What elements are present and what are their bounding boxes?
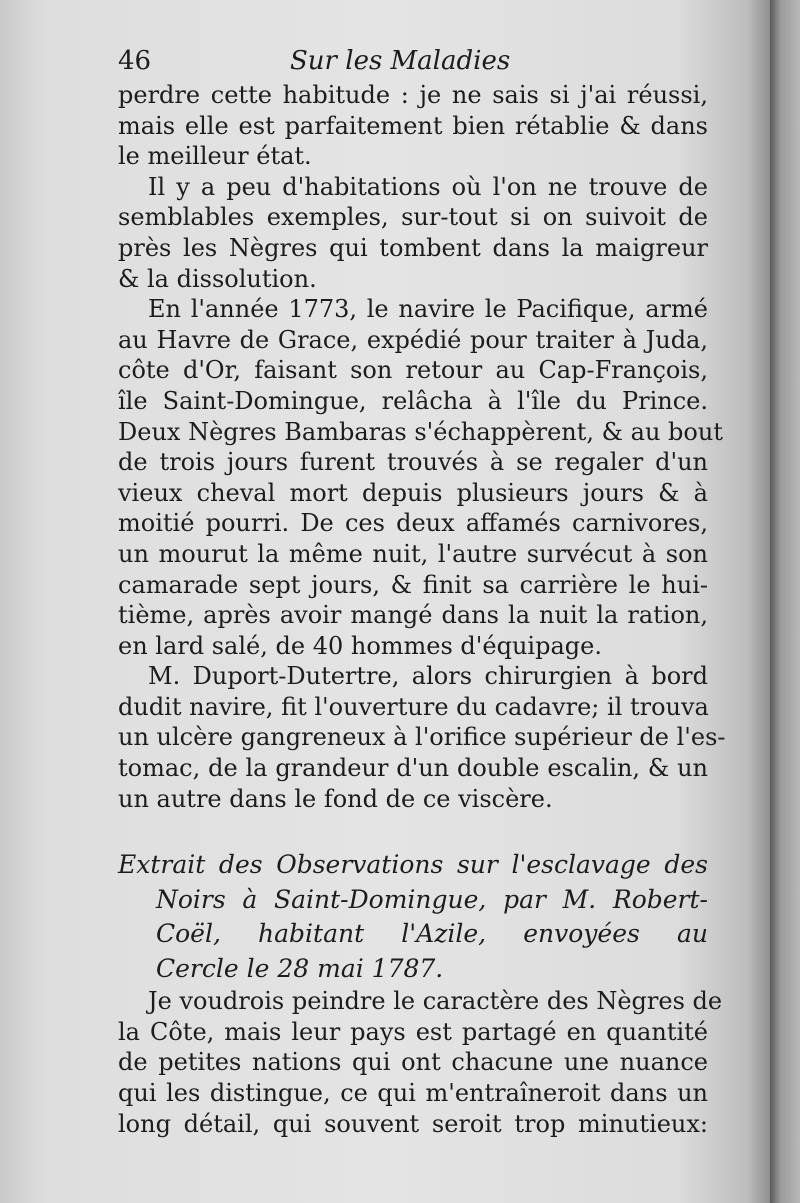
text-line: en lard salé, de 40 hommes d'équipage. bbox=[118, 631, 602, 660]
text-line: long détail, qui souvent seroit trop minutieux: bbox=[118, 1109, 708, 1138]
heading-line: Extrait des Observations sur l'esclavage des bbox=[118, 850, 708, 880]
text-line: près les Nègres qui tombent dans la maigreur bbox=[118, 233, 708, 262]
text-line: un mourut la même nuit, l'autre survécut à son bbox=[118, 539, 708, 568]
text-line: dudit navire, fit l'ouverture du cadavre; il trouva bbox=[118, 692, 709, 721]
text-line: tième, après avoir mangé dans la nuit la ration, bbox=[118, 601, 708, 630]
text-line: de petites nations qui ont chacune une nuance bbox=[118, 1048, 708, 1077]
text-line: semblables exemples, sur-tout si on suivoit de bbox=[118, 203, 708, 232]
text-line: mais elle est parfaitement bien rétablie & dans bbox=[118, 111, 708, 140]
text-line: camarade sept jours, & finit sa carrière le hui- bbox=[118, 570, 708, 599]
page-number: 46 bbox=[118, 46, 152, 76]
text-line: moitié pourri. De ces deux affamés carnivores, bbox=[118, 509, 708, 538]
text-line: M. Duport-Dutertre, alors chirurgien à bord bbox=[148, 662, 708, 691]
text-line: Deux Nègres Bambaras s'échappèrent, & au bout bbox=[118, 417, 723, 446]
running-head: Sur les Maladies bbox=[290, 46, 511, 76]
text-line: tomac, de la grandeur d'un double escalin, & un bbox=[118, 754, 708, 783]
heading-line: Noirs à Saint-Domingue, par M. Robert- bbox=[156, 884, 708, 914]
heading-line: Cercle le 28 mai 1787. bbox=[156, 953, 444, 983]
text-line: côte d'Or, faisant son retour au Cap-François, bbox=[118, 356, 708, 385]
facing-page-edge bbox=[770, 0, 800, 1203]
text-line: Je voudrois peindre le caractère des Nègres de bbox=[148, 987, 723, 1016]
paragraph-3 bbox=[118, 294, 723, 661]
section-heading bbox=[118, 848, 708, 986]
text-line: la Côte, mais leur pays est partagé en quantité bbox=[118, 1017, 708, 1046]
text-line: un autre dans le fond de ce viscère. bbox=[118, 784, 553, 813]
text-line: Il y a peu d'habitations où l'on ne trouve de bbox=[148, 172, 708, 201]
text-line: En l'année 1773, le navire le Pacifique, armé bbox=[148, 295, 708, 324]
text-line: le meilleur état. bbox=[118, 142, 312, 171]
text-line: perdre cette habitude : je ne sais si j'ai réussi, bbox=[118, 81, 708, 109]
paragraph-5 bbox=[118, 986, 723, 1139]
text-line: qui les distingue, ce qui m'entraîneroit dans un bbox=[118, 1079, 708, 1108]
text-line: & la dissolution. bbox=[118, 264, 317, 293]
paragraph-2 bbox=[118, 172, 708, 294]
heading-line: Coël, habitant l'Azile, envoyées au bbox=[156, 919, 708, 949]
text-line: au Havre de Grace, expédié pour traiter à Juda, bbox=[118, 325, 708, 354]
paragraph-1 bbox=[118, 80, 708, 172]
text-line: de trois jours furent trouvés à se regaler d'un bbox=[118, 448, 708, 477]
page-header bbox=[118, 44, 708, 80]
text-line: un ulcère gangreneux à l'orifice supérieur de l'es- bbox=[118, 723, 726, 752]
text-line: vieux cheval mort depuis plusieurs jours & à bbox=[118, 478, 708, 507]
paragraph-4 bbox=[118, 661, 726, 814]
text-line: île Saint-Domingue, relâcha à l'île du Prince. bbox=[118, 386, 708, 415]
page-text bbox=[118, 44, 726, 1139]
